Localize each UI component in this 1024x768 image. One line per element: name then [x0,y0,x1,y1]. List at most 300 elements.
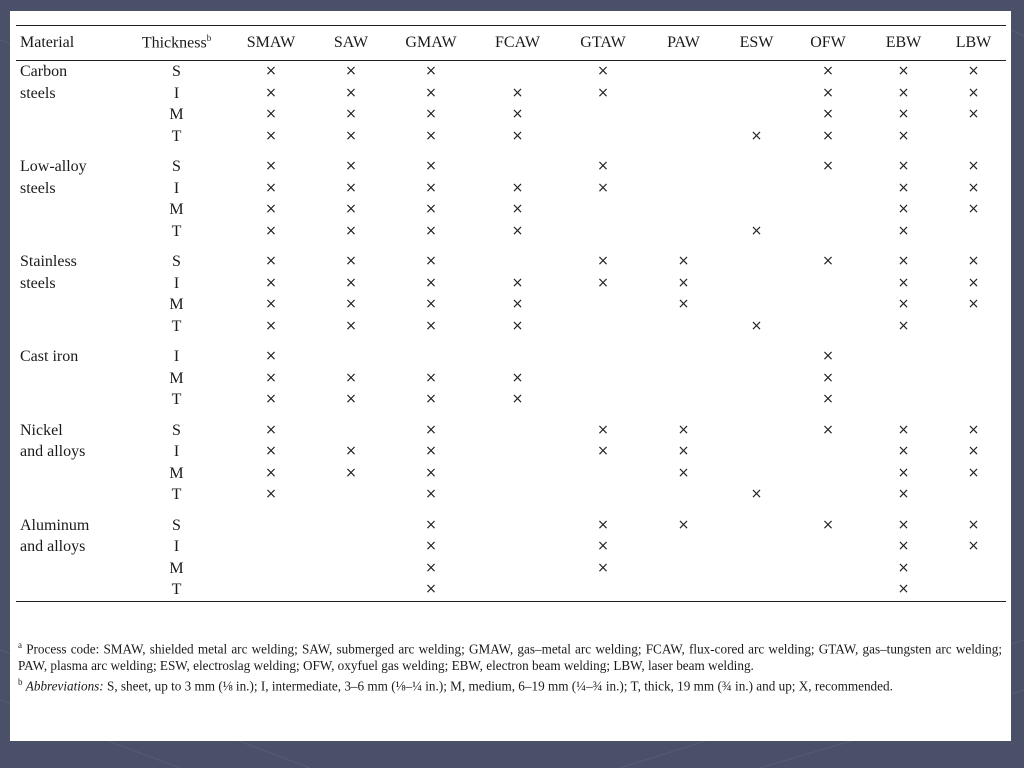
column-header-label: SAW [333,34,369,51]
recommended-mark-saw: × [345,222,357,239]
empty-cell [473,463,562,485]
empty-cell [790,221,866,243]
empty-cell [644,104,723,126]
recommended-mark-gmaw: × [425,516,437,533]
recommended-mark-ebw: × [897,443,910,460]
recommended-mark-fcaw: × [511,127,524,144]
recommended-mark-esw: × [750,317,763,334]
recommended-mark-ofw: × [822,421,834,438]
column-header-saw [313,26,389,61]
group-spacer [16,337,1006,346]
thickness-cell: T [124,579,229,601]
empty-cell [473,156,562,178]
recommended-mark-gmaw: × [425,127,437,144]
column-header-label: GMAW [405,34,457,51]
empty-cell [941,368,1006,390]
empty-cell [723,83,790,105]
material-cell: Stainless [20,253,77,271]
recommended-mark-smaw: × [265,158,277,175]
thickness-cell: T [171,317,182,335]
empty-cell [723,368,790,390]
recommended-mark-gmaw: × [425,106,437,123]
recommended-mark-saw: × [345,464,357,481]
recommended-mark-ebw: × [897,222,910,239]
recommended-mark-fcaw: × [511,201,524,218]
recommended-mark-gmaw: × [425,464,437,481]
recommended-mark-smaw: × [265,84,277,101]
recommended-mark-ofw: × [822,369,834,386]
recommended-mark-fcaw: × [511,222,524,239]
table-row [16,515,1006,537]
material-cell: and alloys [20,443,86,461]
recommended-mark-gmaw: × [425,296,437,313]
table-row [16,420,1006,442]
recommended-mark-ofw: × [822,84,834,101]
empty-cell [562,104,644,126]
recommended-mark-gmaw: × [425,158,437,175]
recommended-mark-ebw: × [897,559,910,576]
column-header-gmaw [389,26,473,61]
empty-cell [644,61,723,83]
empty-cell [473,536,562,558]
recommended-mark-gmaw: × [425,201,437,218]
thickness-cell: I [173,274,180,292]
recommended-mark-gmaw: × [425,63,437,80]
recommended-mark-paw: × [677,296,690,313]
column-header-gtaw [562,26,644,61]
recommended-mark-gmaw: × [425,222,437,239]
material-cell: Aluminum [20,516,90,534]
table-row [16,368,1006,390]
empty-cell [473,515,562,537]
table-row [16,536,1006,558]
material-cell [16,558,124,580]
recommended-mark-ebw: × [897,464,910,481]
recommended-mark-smaw: × [265,443,277,460]
empty-cell [723,441,790,463]
recommended-mark-fcaw: × [511,317,524,334]
recommended-mark-gmaw: × [425,317,437,334]
recommended-mark-gmaw: × [425,179,437,196]
empty-cell [562,294,644,316]
recommended-mark-smaw: × [265,296,277,313]
recommended-mark-lbw: × [967,296,980,313]
recommended-mark-smaw: × [265,274,277,291]
recommended-mark-lbw: × [967,201,980,218]
thickness-cell: I [173,348,180,366]
empty-cell [644,156,723,178]
empty-cell [723,420,790,442]
document-page [10,11,1011,741]
recommended-mark-smaw: × [265,317,277,334]
empty-cell [644,126,723,148]
recommended-mark-ebw: × [897,317,910,334]
empty-cell [313,346,389,368]
group-spacer [16,147,1006,156]
empty-cell [644,484,723,506]
empty-cell [790,199,866,221]
recommended-mark-ebw: × [897,106,910,123]
empty-cell [473,484,562,506]
empty-cell [473,61,562,83]
recommended-mark-lbw: × [967,63,980,80]
material-cell [16,126,124,148]
thickness-cell: M [169,559,184,577]
material-cell: Nickel [20,421,63,439]
recommended-mark-smaw: × [265,106,277,123]
recommended-mark-smaw: × [265,222,277,239]
thickness-cell: T [171,486,182,504]
recommended-mark-ebw: × [897,274,910,291]
recommended-mark-gmaw: × [425,486,437,503]
table-row [16,463,1006,485]
column-header-ofw [790,26,866,61]
empty-cell [941,579,1006,601]
recommended-mark-saw: × [345,158,357,175]
recommended-mark-ofw: × [822,253,834,270]
empty-cell [644,83,723,105]
footnote-mark-b: b [18,677,23,688]
material-cell [16,368,124,390]
empty-cell [473,420,562,442]
recommended-mark-ofw: × [822,348,834,365]
recommended-mark-ofw: × [822,127,834,144]
empty-cell [723,536,790,558]
material-cell [16,199,124,221]
thickness-cell: T [171,127,182,145]
empty-cell [562,126,644,148]
thickness-cell: I [173,179,180,197]
recommended-mark-smaw: × [265,464,277,481]
recommended-mark-esw: × [750,127,763,144]
recommended-mark-ofw: × [822,106,834,123]
recommended-mark-smaw: × [265,421,277,438]
recommended-mark-lbw: × [967,464,980,481]
empty-cell [562,199,644,221]
recommended-mark-gmaw: × [425,559,437,576]
column-header-paw [644,26,723,61]
welding-process-table [16,25,1006,602]
recommended-mark-fcaw: × [511,84,524,101]
recommended-mark-lbw: × [967,158,980,175]
recommended-mark-fcaw: × [511,179,524,196]
spacer-cell [16,147,1006,156]
empty-cell [790,294,866,316]
recommended-mark-gmaw: × [389,579,473,601]
thickness-cell: T [171,222,182,240]
column-header-label: LBW [955,34,992,51]
recommended-mark-gtaw: × [597,179,609,196]
thickness-cell: I [173,443,180,461]
recommended-mark-gmaw: × [425,274,437,291]
recommended-mark-lbw: × [967,179,980,196]
footnote-b-lead: Abbreviations: [25,678,104,694]
empty-cell [723,156,790,178]
spacer-cell [16,242,1006,251]
recommended-mark-gtaw: × [597,421,609,438]
recommended-mark-ebw: × [897,516,910,533]
empty-cell [644,368,723,390]
recommended-mark-ebw: × [897,201,910,218]
column-header-label: Thickness [141,34,207,52]
recommended-mark-ebw: × [866,579,941,601]
column-header-label: ESW [739,34,774,51]
recommended-mark-fcaw: × [511,274,524,291]
recommended-mark-fcaw: × [511,369,524,386]
footnote-process-codes [18,637,1002,674]
recommended-mark-gmaw: × [425,253,437,270]
material-cell: Cast iron [20,348,79,366]
footnote-abbreviations [18,674,1002,695]
empty-cell [723,294,790,316]
material-cell [16,104,124,126]
empty-cell [562,221,644,243]
group-spacer [16,242,1006,251]
empty-cell [562,346,644,368]
spacer-cell [16,411,1006,420]
column-header-label: SMAW [246,34,296,51]
empty-cell [723,346,790,368]
thickness-footnote-mark: b [206,33,212,44]
table-row [16,316,1006,338]
thickness-cell: S [172,158,181,176]
recommended-mark-smaw: × [265,391,277,408]
table-row [16,579,1006,601]
table-row [16,346,1006,368]
thickness-cell: S [172,516,181,534]
empty-cell [723,389,790,411]
column-header-label: GTAW [580,34,626,51]
empty-cell [389,346,473,368]
recommended-mark-ofw: × [822,158,834,175]
empty-cell [866,368,941,390]
recommended-mark-ebw: × [897,538,910,555]
thickness-cell: M [169,296,184,314]
empty-cell [562,484,644,506]
recommended-mark-saw: × [345,253,357,270]
empty-cell [723,104,790,126]
empty-cell [644,536,723,558]
recommended-mark-smaw: × [265,486,277,503]
recommended-mark-saw: × [345,201,357,218]
empty-cell [562,316,644,338]
empty-cell [562,463,644,485]
recommended-mark-gmaw: × [425,391,437,408]
empty-cell [723,558,790,580]
empty-cell [941,221,1006,243]
table-header-row [16,26,1006,61]
recommended-mark-ebw: × [897,63,910,80]
recommended-mark-saw: × [345,84,357,101]
table-row [16,389,1006,411]
recommended-mark-lbw: × [967,443,980,460]
recommended-mark-gtaw: × [597,516,609,533]
empty-cell [473,251,562,273]
empty-cell [941,346,1006,368]
recommended-mark-paw: × [677,464,690,481]
recommended-mark-ofw: × [822,63,834,80]
material-cell [16,579,124,601]
empty-cell [790,579,866,601]
recommended-mark-lbw: × [967,538,980,555]
table-row [16,484,1006,506]
empty-cell [313,420,389,442]
footnote-b-text: S, sheet, up to 3 mm (⅛ in.); I, intermediate, 3–6 mm (⅛–¼ in.); M, medium, 6–19 mm (¼–¾ in.); T, thick, 19 mm (¾ in.) and up; X, recommended. [103,678,893,694]
empty-cell [790,463,866,485]
thickness-cell: S [172,253,181,271]
empty-cell [941,558,1006,580]
material-cell [16,484,124,506]
table-row [16,273,1006,295]
recommended-mark-saw: × [345,296,357,313]
thickness-cell: T [171,391,182,409]
empty-cell [562,389,644,411]
recommended-mark-esw: × [750,486,763,503]
recommended-mark-ebw: × [897,253,910,270]
recommended-mark-paw: × [677,253,690,270]
material-cell [16,294,124,316]
recommended-mark-gtaw: × [597,63,609,80]
recommended-mark-gtaw: × [597,274,609,291]
column-header-label: PAW [667,34,700,51]
empty-cell [723,515,790,537]
empty-cell [723,61,790,83]
empty-cell [790,441,866,463]
empty-cell [866,346,941,368]
empty-cell [644,178,723,200]
column-header-esw [723,26,790,61]
empty-cell [790,484,866,506]
recommended-mark-gtaw: × [597,443,609,460]
column-header-lbw [941,26,1006,61]
material-cell: steels [20,274,56,292]
column-header-fcaw [473,26,562,61]
empty-cell [229,558,313,580]
table-row [16,178,1006,200]
empty-cell [229,515,313,537]
recommended-mark-lbw: × [967,106,980,123]
recommended-mark-saw: × [345,274,357,291]
recommended-mark-lbw: × [967,84,980,101]
recommended-mark-ebw: × [897,421,910,438]
column-header-label: Material [20,34,75,51]
recommended-mark-lbw: × [967,274,980,291]
recommended-mark-ofw: × [822,391,834,408]
column-header-label: OFW [810,34,846,51]
column-header-ebw [866,26,941,61]
thickness-cell: M [169,201,184,219]
spacer-cell [16,506,1006,515]
recommended-mark-lbw: × [967,253,980,270]
column-header-material [16,26,124,61]
recommended-mark-gtaw: × [597,538,609,555]
recommended-mark-smaw: × [265,369,277,386]
empty-cell [790,316,866,338]
empty-cell [790,558,866,580]
empty-cell [644,221,723,243]
empty-cell [941,126,1006,148]
recommended-mark-paw: × [677,516,690,533]
recommended-mark-fcaw: × [511,106,524,123]
recommended-mark-gtaw: × [597,84,609,101]
empty-cell [644,316,723,338]
empty-cell [473,579,562,601]
recommended-mark-gmaw: × [425,421,437,438]
empty-cell [313,579,389,601]
material-cell: steels [20,84,56,102]
recommended-mark-lbw: × [967,421,980,438]
empty-cell [790,178,866,200]
column-header-label: FCAW [495,34,540,51]
recommended-mark-saw: × [345,127,357,144]
recommended-mark-ebw: × [897,296,910,313]
recommended-mark-gmaw: × [425,84,437,101]
thickness-cell: S [172,63,181,81]
empty-cell [723,273,790,295]
recommended-mark-paw: × [677,443,690,460]
thickness-cell: M [169,106,184,124]
empty-cell [644,579,723,601]
table-row [16,156,1006,178]
footnote-mark-a: a [18,640,22,650]
empty-cell [723,579,790,601]
recommended-mark-gtaw: × [597,559,609,576]
recommended-mark-gmaw: × [425,369,437,386]
thickness-cell: S [172,421,181,439]
table-row [16,251,1006,273]
recommended-mark-smaw: × [265,127,277,144]
column-header-thickness [124,26,229,61]
material-cell [16,389,124,411]
column-header-smaw [229,26,313,61]
empty-cell [790,536,866,558]
thickness-cell: I [173,538,180,556]
empty-cell [313,558,389,580]
empty-cell [473,346,562,368]
recommended-mark-gtaw: × [597,158,609,175]
material-cell [16,316,124,338]
table-row [16,199,1006,221]
empty-cell [473,441,562,463]
spacer-cell [16,337,1006,346]
material-cell: steels [20,179,56,197]
recommended-mark-ofw: × [822,516,834,533]
recommended-mark-saw: × [345,106,357,123]
recommended-mark-ebw: × [897,179,910,196]
recommended-mark-smaw: × [265,63,277,80]
recommended-mark-saw: × [345,391,357,408]
recommended-mark-ebw: × [897,127,910,144]
thickness-cell: I [173,84,180,102]
group-spacer [16,506,1006,515]
footnotes [18,637,1002,695]
table-row [16,441,1006,463]
recommended-mark-smaw: × [265,201,277,218]
material-cell: Low-alloy [20,158,87,176]
group-spacer [16,411,1006,420]
recommended-mark-ebw: × [897,158,910,175]
empty-cell [644,199,723,221]
empty-cell [866,389,941,411]
recommended-mark-smaw: × [265,348,277,365]
empty-cell [562,368,644,390]
empty-cell [644,389,723,411]
empty-cell [790,273,866,295]
empty-cell [644,346,723,368]
recommended-mark-ebw: × [897,486,910,503]
empty-cell [941,484,1006,506]
material-cell: Carbon [20,63,68,81]
